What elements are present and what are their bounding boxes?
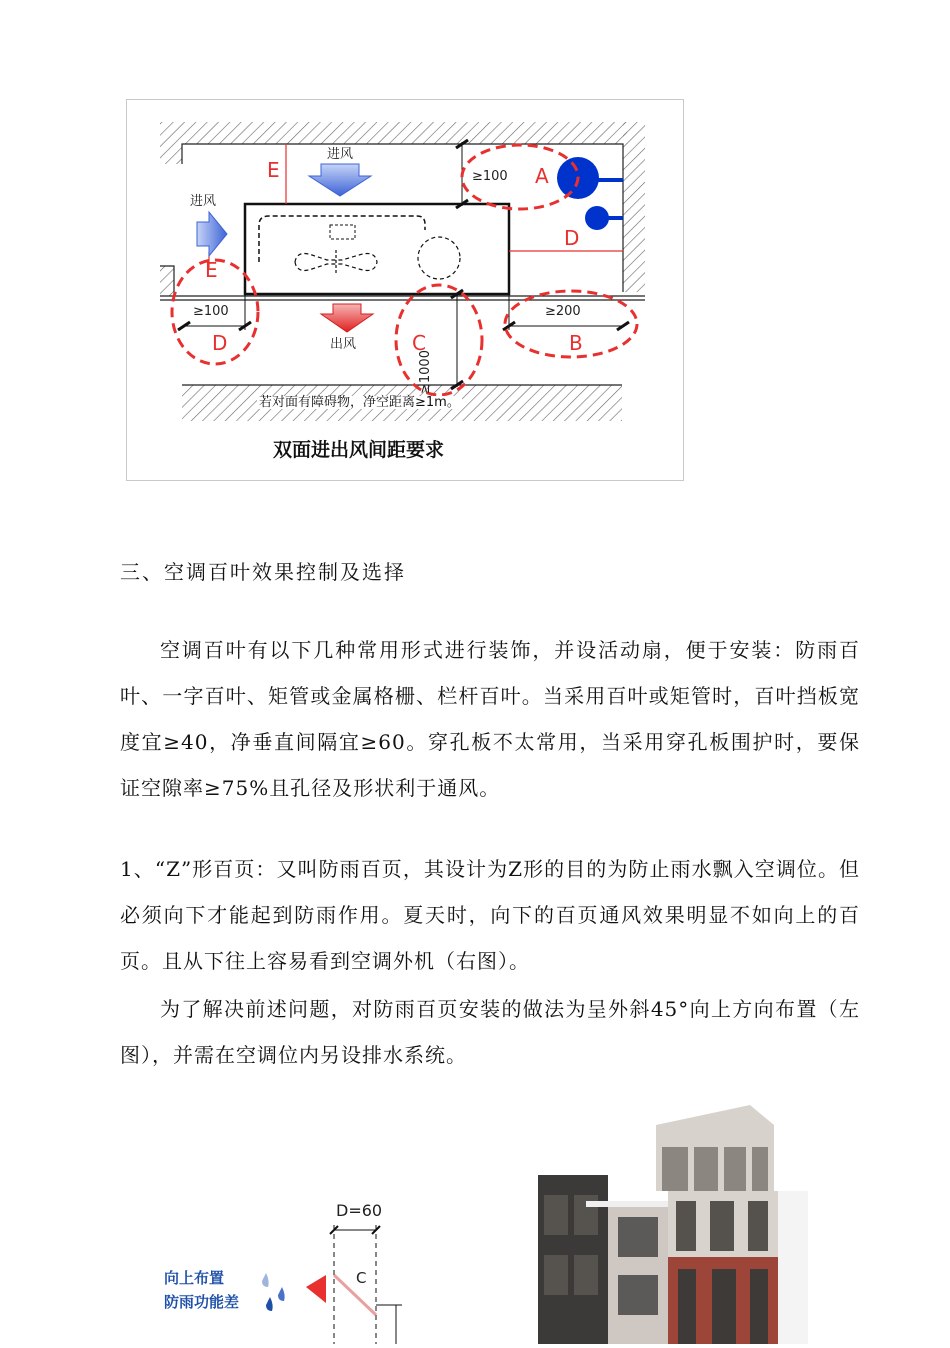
intake-label-top: 进风 [327, 147, 354, 162]
label-d-left: D [212, 331, 228, 355]
dimension-c: ≥1000 [418, 350, 433, 394]
paragraph-z-louver: 1、“Z”形百页：又叫防雨百页，其设计为Z形的目的为防止雨水飘入空调位。但必须向下才能起到防雨作用。夏天时，向下的百页通风效果明显不如向上的百页。且从下往上容易看到空调外机（右图）。 [120, 857, 860, 973]
louver-note-line2: 防雨功能差 [164, 1293, 240, 1311]
wind-arrow-icon [306, 1275, 326, 1303]
label-e-left: E [205, 258, 218, 282]
pipe-connectors [557, 157, 623, 230]
louver-note-line1: 向上布置 [164, 1269, 225, 1287]
spacing-diagram-graphic [127, 100, 683, 480]
dimension-b: ≥200 [545, 304, 581, 319]
intake-label-left: 进风 [190, 194, 217, 209]
clearance-note: 若对面有障碍物，净空距离≥1m。 [259, 395, 460, 410]
paragraph-solution: 为了解决前述问题，对防雨百页安装的做法为呈外斜45°向上方向布置（左图），并需在空调位内另设排水系统。 [120, 997, 860, 1067]
paragraph-louver-types: 空调百叶有以下几种常用形式进行装饰，并设活动扇，便于安装：防雨百叶、一字百叶、矩管或金属格栅、栏杆百叶。当采用百叶或矩管时，百叶挡板宽度宜≥40，净垂直间隔宜≥60。穿孔板不太常用，当采用穿孔板围护时，要保证空隙率≥75%且孔径及形状利于通风。 [120, 638, 860, 800]
outlet-label: 出风 [330, 337, 357, 352]
figure-spacing-diagram [126, 99, 684, 481]
louver-dimension: D=60 [336, 1201, 383, 1220]
section-heading: 三、空调百叶效果控制及选择 [120, 560, 406, 584]
dimension-a: ≥100 [472, 169, 508, 184]
ac-unit [245, 204, 509, 294]
louver-letter-c: C [356, 1269, 367, 1287]
building-photo-graphic [538, 1105, 808, 1344]
label-e-top: E [267, 158, 280, 182]
louver-blades [334, 1275, 376, 1315]
rain-drops [262, 1273, 285, 1311]
label-d-right: D [564, 226, 580, 250]
figure-louver-section [150, 1195, 420, 1344]
label-c: C [412, 331, 426, 355]
dimension-d: ≥100 [193, 304, 229, 319]
figure-caption: 双面进出风间距要求 [273, 439, 445, 461]
label-b: B [569, 331, 583, 355]
label-a: A [535, 164, 549, 188]
building-photo [538, 1105, 808, 1344]
